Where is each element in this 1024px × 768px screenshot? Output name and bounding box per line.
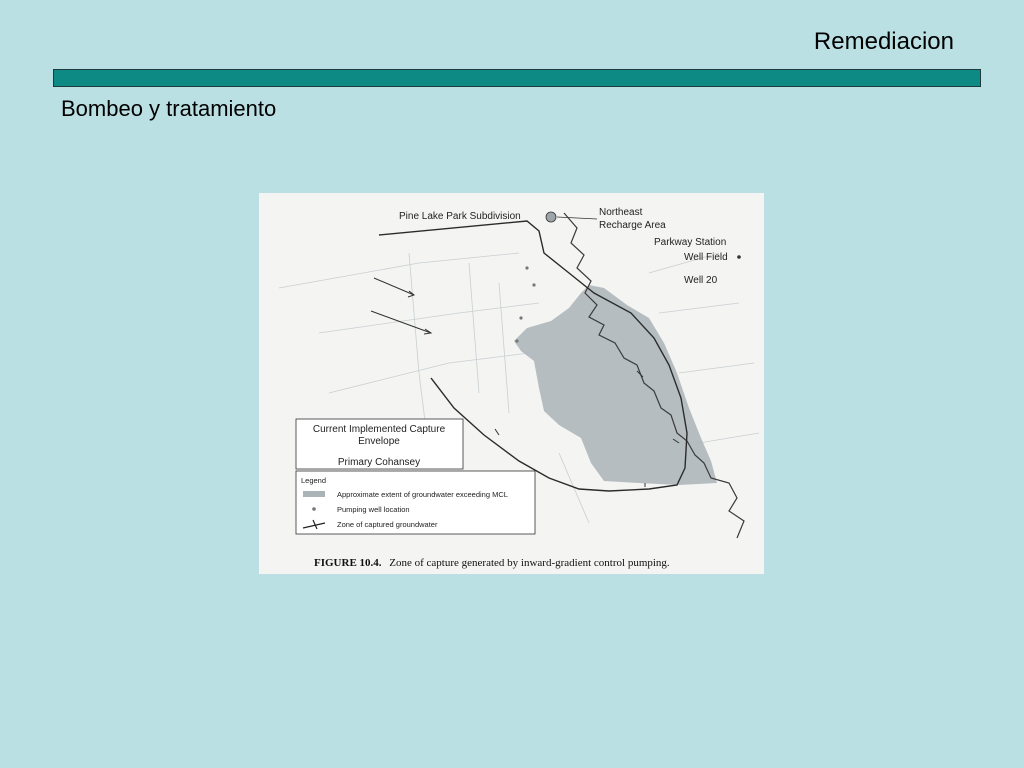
parkway-label-1: Parkway Station	[654, 237, 727, 248]
legend-item-capture: Zone of captured groundwater	[337, 520, 438, 529]
contamination-area	[514, 285, 717, 485]
legend-title: Legend	[301, 476, 327, 485]
northeast-label-2: Recharge Area	[599, 220, 666, 231]
parkway-label-2: Well Field	[684, 252, 728, 263]
well-dot-icon	[312, 507, 316, 511]
legend-item-shaded: Approximate extent of groundwater exceeding MCL	[337, 490, 508, 499]
capture-zone-map	[259, 193, 764, 574]
capture-box-line1: Current Implemented Capture	[312, 424, 446, 435]
northeast-leader-line	[557, 217, 597, 219]
well-field-dot-icon	[737, 255, 741, 259]
caption-label: FIGURE 10.4.	[314, 557, 382, 569]
shaded-area-swatch-icon	[303, 491, 325, 497]
well20-label: Well 20	[684, 275, 718, 286]
figure-caption	[314, 557, 670, 569]
caption-text: Zone of capture generated by inward-gradient control pumping.	[389, 557, 670, 569]
capture-zone-figure	[259, 193, 764, 574]
legend-item-well: Pumping well location	[337, 505, 410, 514]
subdivision-marker-icon	[546, 212, 556, 222]
slide-subtitle: Bombeo y tratamiento	[61, 96, 277, 121]
northeast-label-1: Northeast	[599, 207, 643, 218]
subdivision-label: Pine Lake Park Subdivision	[399, 211, 521, 222]
title-bar	[53, 69, 981, 87]
capture-box-line3: Primary Cohansey	[337, 457, 421, 468]
capture-box-line2: Envelope	[358, 436, 400, 447]
slide-title: Remediacion	[813, 28, 954, 55]
